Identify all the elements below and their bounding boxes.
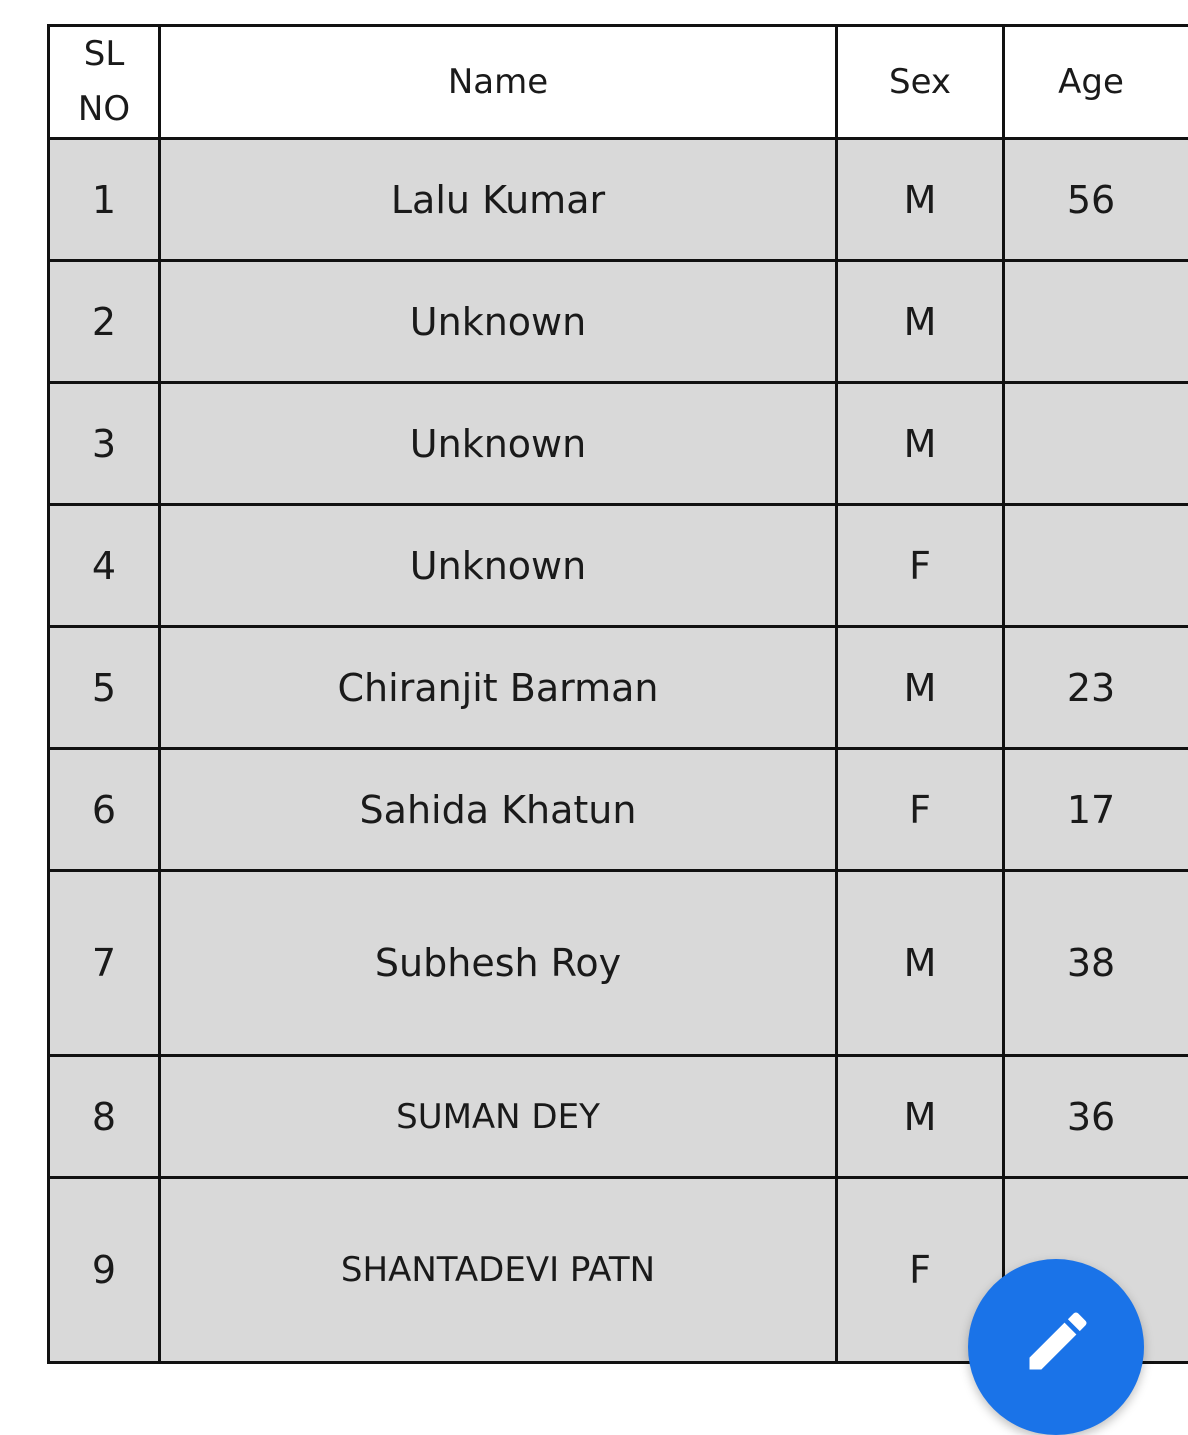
- header-name: Name: [160, 26, 837, 139]
- cell-age: 38: [1004, 871, 1188, 1056]
- cell-name: Unknown: [160, 261, 837, 383]
- table-row: [49, 1056, 1188, 1178]
- cell-name: Lalu Kumar: [160, 139, 837, 261]
- cell-age: 23: [1004, 627, 1188, 749]
- cell-name: Unknown: [160, 383, 837, 505]
- cell-sex: M: [837, 627, 1004, 749]
- victims-table: [47, 24, 1188, 1364]
- cell-name: SUMAN DEY: [160, 1056, 837, 1178]
- table-row: [49, 627, 1188, 749]
- header-sex: Sex: [837, 26, 1004, 139]
- header-sl-no: [49, 26, 160, 139]
- edit-fab-button[interactable]: [968, 1259, 1144, 1435]
- document-table-container: [47, 24, 1188, 1364]
- table-row: [49, 749, 1188, 871]
- cell-sex: M: [837, 139, 1004, 261]
- table-row: [49, 139, 1188, 261]
- cell-sex: F: [837, 749, 1004, 871]
- cell-age: 17: [1004, 749, 1188, 871]
- cell-sl: 8: [49, 1056, 160, 1178]
- cell-sex: M: [837, 261, 1004, 383]
- cell-sl: 5: [49, 627, 160, 749]
- cell-age: [1004, 383, 1188, 505]
- cell-sl: 7: [49, 871, 160, 1056]
- cell-age: [1004, 505, 1188, 627]
- cell-sl: 6: [49, 749, 160, 871]
- edit-pencil-icon: [1020, 1303, 1096, 1379]
- cell-name: Unknown: [160, 505, 837, 627]
- header-sl-line2: NO: [50, 82, 158, 137]
- cell-sex: F: [837, 505, 1004, 627]
- header-sl-line1: SL: [50, 27, 158, 82]
- cell-sl: 1: [49, 139, 160, 261]
- cell-sl: 9: [49, 1178, 160, 1363]
- cell-age: [1004, 261, 1188, 383]
- cell-sex: M: [837, 1056, 1004, 1178]
- header-age: Age: [1004, 26, 1188, 139]
- table-header-row: [49, 26, 1188, 139]
- table-row: [49, 505, 1188, 627]
- cell-age: 36: [1004, 1056, 1188, 1178]
- cell-name: SHANTADEVI PATN: [160, 1178, 837, 1363]
- cell-sl: 4: [49, 505, 160, 627]
- cell-sl: 3: [49, 383, 160, 505]
- cell-sex: M: [837, 383, 1004, 505]
- cell-name: Chiranjit Barman: [160, 627, 837, 749]
- cell-name: Subhesh Roy: [160, 871, 837, 1056]
- cell-age: 56: [1004, 139, 1188, 261]
- cell-sex: F: [837, 1178, 1004, 1363]
- table-row: [49, 383, 1188, 505]
- cell-sex: M: [837, 871, 1004, 1056]
- cell-sl: 2: [49, 261, 160, 383]
- table-row: [49, 871, 1188, 1056]
- cell-name: Sahida Khatun: [160, 749, 837, 871]
- table-row: [49, 261, 1188, 383]
